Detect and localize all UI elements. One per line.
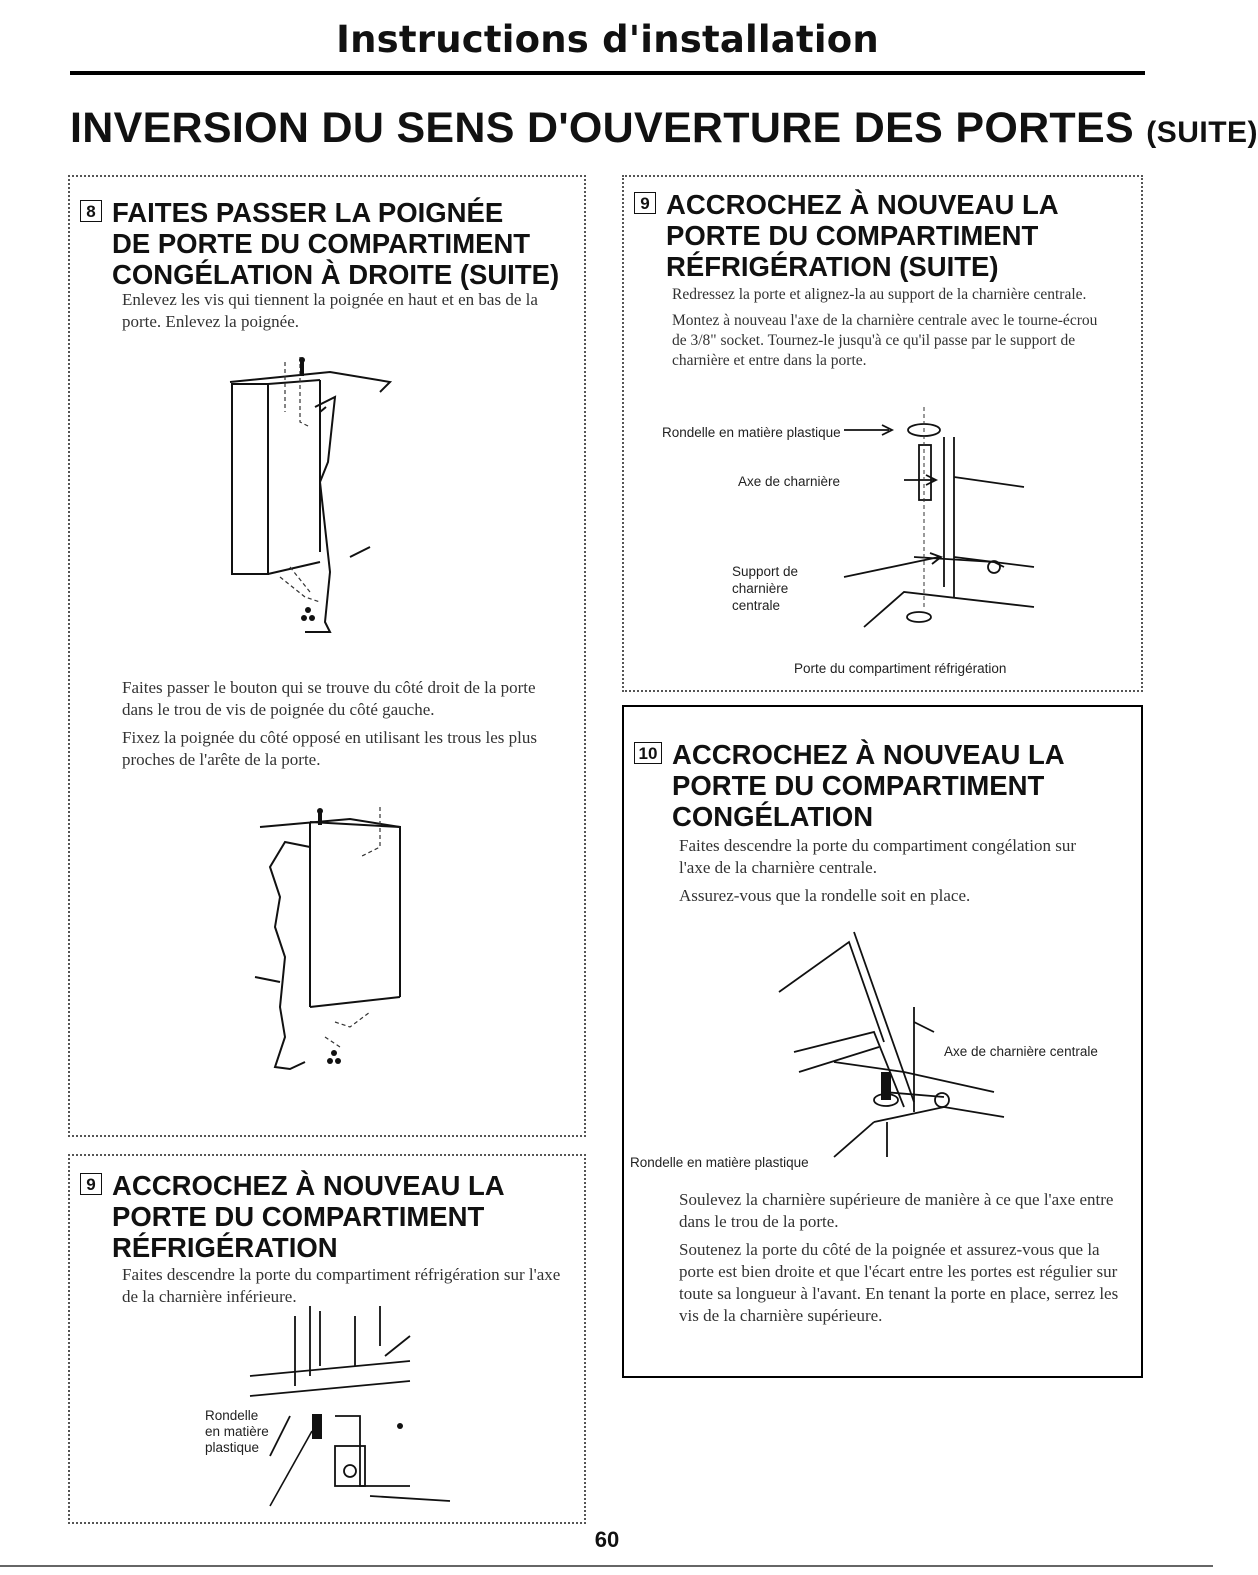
header-rule (70, 71, 1145, 75)
page-title (70, 104, 1258, 153)
label-washer-line-3: plastique (205, 1440, 260, 1455)
step-8-title-line-3: CONGÉLATION À DROITE (SUITE) (112, 259, 560, 290)
page-title-text: INVERSION DU SENS D'OUVERTURE DES PORTES (70, 104, 1134, 152)
step-9-suite-panel (622, 175, 1143, 692)
step-9-suite-title-line-2: PORTE DU COMPARTIMENT (666, 220, 1039, 251)
step-8-instructions-1 (122, 289, 562, 339)
step-8-panel (68, 175, 586, 1137)
step-10-para-3: Soulevez la charnière supérieure de manière à ce que l'axe entre dans le trou de la porte. (679, 1190, 1114, 1231)
step-9-suite-number: 9 (634, 192, 656, 214)
step-8-title-line-1: FAITES PASSER LA POIGNÉE (112, 197, 504, 228)
label-bracket-line-1: Support de (732, 564, 799, 579)
step-9-suite-para-2: Montez à nouveau l'axe de la charnière centrale avec le tourne-écrou de 3/8" socket. Tournez-le jusqu'à ce qu'il passe par le support de charnière et entre dans la porte. (672, 312, 1098, 369)
label-plastic-washer-freezer: Rondelle en matière plastique (630, 1155, 809, 1170)
step-8-para-1: Enlevez les vis qui tiennent la poignée en haut et en bas de la porte. Enlevez la poignée. (122, 290, 538, 331)
label-plastic-washer: Rondelle en matière plastique (662, 425, 841, 440)
step-9-suite-para-1: Redressez la porte et alignez-la au support de la charnière centrale. (672, 286, 1087, 303)
step-8-number: 8 (80, 200, 102, 222)
center-hinge-illustration (844, 407, 1034, 637)
step-9-para-1: Faites descendre la porte du compartiment réfrigération sur l'axe de la charnière inférieure. (122, 1265, 561, 1306)
step-9-title-line-1: ACCROCHEZ À NOUVEAU LA (112, 1170, 505, 1201)
step-10-title-line-1: ACCROCHEZ À NOUVEAU LA (672, 739, 1065, 770)
label-washer-line-2: en matière (205, 1424, 269, 1439)
step-10-number: 10 (634, 742, 662, 764)
label-hinge-axis: Axe de charnière (738, 474, 841, 489)
lower-hinge-illustration (250, 1306, 490, 1521)
step-9-title-line-3: RÉFRIGÉRATION (112, 1232, 338, 1263)
label-center-hinge-axis: Axe de charnière centrale (944, 1044, 1098, 1059)
label-bracket-line-3: centrale (732, 598, 781, 613)
step-8-para-3: Fixez la poignée du côté opposé en utilisant les trous les plus proches de l'arête de la porte. (122, 728, 538, 769)
step-10-para-4: Soutenez la porte du côté de la poignée et assurez-vous que la porte est bien droite et que l'écart entre les portes est régulier sur toute sa longueur à l'avant. En tenant la porte en place, serrez les vis de la charnière supérieure. (679, 1240, 1119, 1325)
section-header: Instructions d'installation (336, 18, 879, 61)
step-9-suite-title-line-3: RÉFRIGÉRATION (SUITE) (666, 251, 999, 282)
label-fridge-door: Porte du compartiment réfrigération (794, 661, 1007, 676)
step-10-para-2: Assurez-vous que la rondelle soit en place. (679, 886, 971, 905)
step-10-instructions-2 (679, 1189, 1119, 1333)
label-washer-line-1: Rondelle (205, 1408, 259, 1423)
page-number: 60 (594, 1527, 620, 1552)
step-8-instructions-2 (122, 677, 562, 777)
label-bracket-line-2: charnière (732, 581, 789, 596)
step-9-title-line-2: PORTE DU COMPARTIMENT (112, 1201, 485, 1232)
page-title-suffix: (SUITE) (1146, 116, 1258, 149)
step-10-instructions-1 (679, 835, 1079, 913)
step-10-panel (622, 705, 1143, 1378)
step-9-suite-instructions (672, 285, 1112, 377)
step-9-panel (68, 1154, 586, 1524)
step-10-para-1: Faites descendre la porte du compartiment congélation sur l'axe de la charnière centrale. (679, 836, 1077, 877)
step-9-number: 9 (80, 1173, 102, 1195)
step-10-title-line-2: PORTE DU COMPARTIMENT (672, 770, 1045, 801)
footer-rule (0, 1565, 1213, 1567)
step-8-title-line-2: DE PORTE DU COMPARTIMENT (112, 228, 531, 259)
step-8-para-2: Faites passer le bouton qui se trouve du côté droit de la porte dans le trou de vis de poignée du côté gauche. (122, 678, 536, 719)
step-9-suite-title-line-1: ACCROCHEZ À NOUVEAU LA (666, 189, 1059, 220)
label-center-hinge-bracket (732, 563, 798, 614)
step-10-title-line-3: CONGÉLATION (672, 801, 874, 832)
center-hinge-freezer-illustration (774, 922, 1014, 1157)
handle-install-illustration (250, 807, 490, 1097)
handle-removal-illustration (220, 352, 460, 642)
